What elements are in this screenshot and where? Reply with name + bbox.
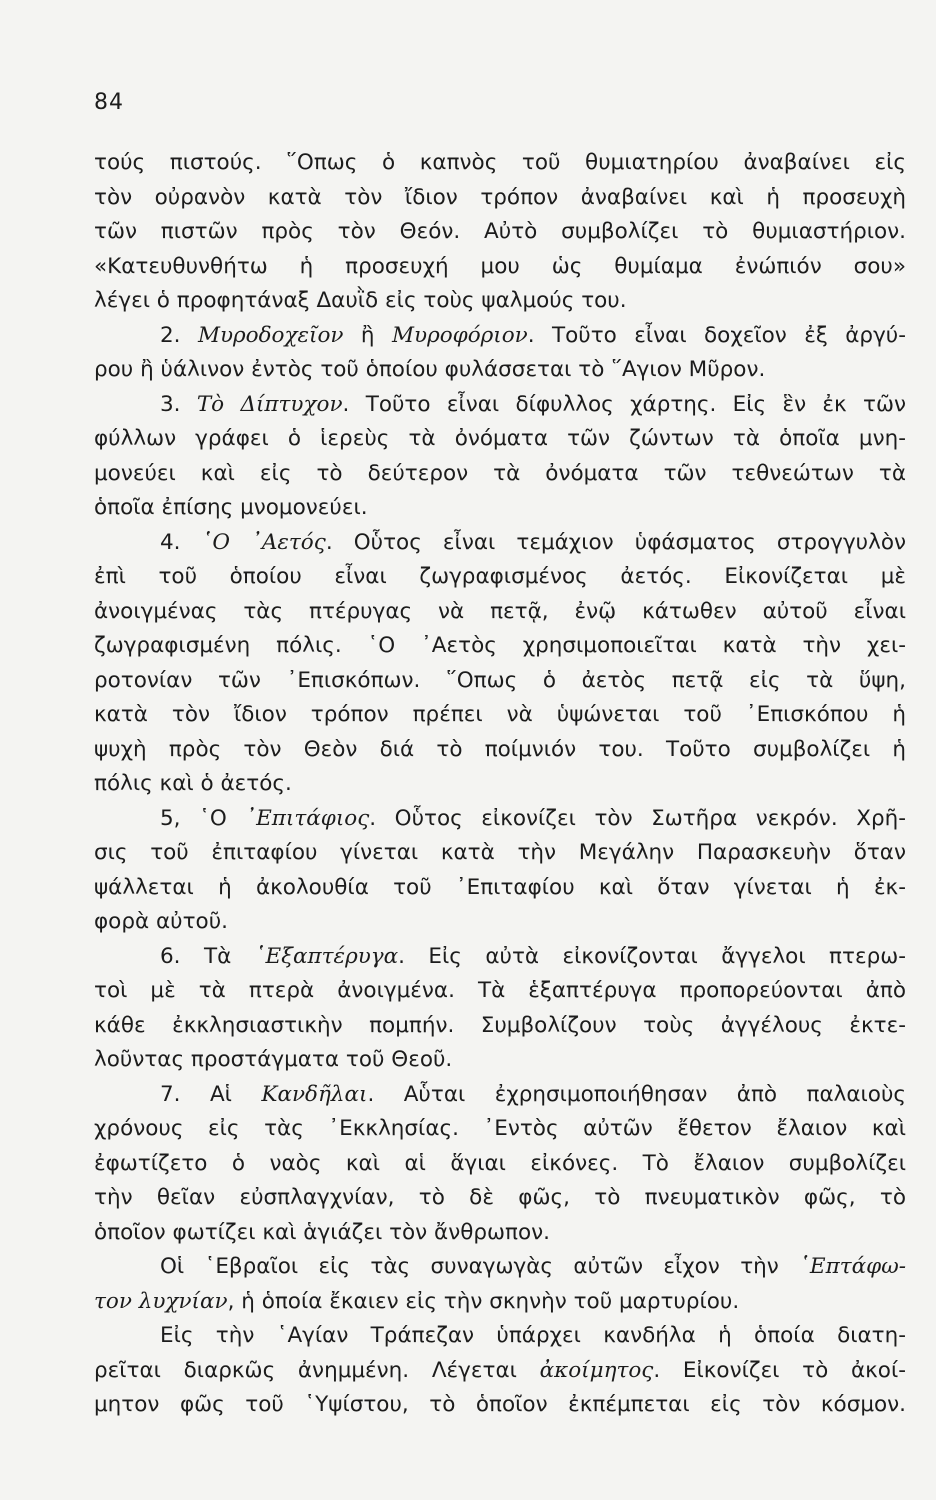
text-segment: . Εἰς αὐτὰ εἰκονίζονται ἄγγελοι πτερω-	[398, 943, 906, 969]
text-line	[94, 1078, 906, 1113]
text-segment: λέγει ὁ προφητάναξ Δαυῒδ εἰς τοὺς ψαλμούς του.	[94, 288, 627, 313]
text-segment: ὁποῖον φωτίζει καὶ ἁγιάζει τὸν ἄνθρωπον.	[94, 1219, 550, 1245]
text-segment: ὁποῖα ἐπίσης μνομονεύει.	[94, 495, 368, 520]
text-segment: φύλλων γράφει ὁ ἱερεὺς τὰ ὀνόματα τῶν ζώντων τὰ ὁποῖα μνη-	[94, 426, 906, 451]
text-segment: τοὶ μὲ τὰ πτερὰ ἀνοιγμένα. Τὰ ἑξαπτέρυγα προπορεύονται ἀπὸ	[94, 978, 906, 1003]
text-line	[94, 767, 906, 802]
italic-term: ᾿Επιτάφιος	[245, 805, 370, 831]
text-segment: 6. Τὰ	[160, 943, 255, 969]
text-line	[94, 1388, 906, 1423]
text-segment: . Τοῦτο εἶναι δοχεῖον ἐξ ἀργύ-	[527, 322, 906, 348]
italic-term: ῾Ο ᾿Αετός	[201, 529, 326, 555]
text-segment: . Αὗται ἐχρησιμοποιήθησαν ἀπὸ παλαιοὺς	[367, 1081, 906, 1107]
text-segment: μονεύει καὶ εἰς τὸ δεύτερον τὰ ὀνόματα τῶν τεθνεώτων τὰ	[94, 460, 906, 486]
text-line	[94, 1216, 906, 1251]
text-segment: 7. Αἱ	[160, 1081, 262, 1107]
text-line	[94, 698, 906, 733]
italic-term: τον λυχνίαν	[94, 1288, 228, 1314]
page-number: 84	[94, 90, 124, 115]
italic-term: Μυροφόριον	[391, 322, 528, 348]
text-line	[94, 1285, 906, 1320]
text-line	[94, 1112, 906, 1147]
text-segment: φορὰ αὐτοῦ.	[94, 909, 228, 934]
text-segment: κάθε ἐκκλησιαστικὴν πομπήν. Συμβολίζουν τοὺς ἀγγέλους ἐκτε-	[94, 1012, 906, 1038]
text-segment: τῶν πιστῶν πρὸς τὸν Θεόν. Αὐτὸ συμβολίζει τὸ θυμιαστήριον.	[94, 219, 906, 244]
text-line	[94, 319, 906, 354]
text-segment: χρόνους εἰς τὰς ᾿Εκκλησίας. ᾿Εντὸς αὐτῶν ἔθετον ἔλαιον καὶ	[94, 1116, 906, 1141]
italic-term: ῾Επτάφω-	[799, 1254, 906, 1279]
text-line	[94, 1043, 906, 1078]
text-segment: 5, ῾Ο	[160, 805, 246, 831]
text-segment: ἐφωτίζετο ὁ ναὸς καὶ αἱ ἅγιαι εἰκόνες. Τὸ ἔλαιον συμβολίζει	[94, 1150, 906, 1176]
text-segment: 4.	[160, 529, 202, 555]
text-segment: λοῦντας προστάγματα τοῦ Θεοῦ.	[94, 1047, 453, 1072]
text-line	[94, 940, 906, 975]
text-line	[94, 733, 906, 768]
text-segment: τὸν οὐρανὸν κατὰ τὸν ἴδιον τρόπον ἀναβαίνει καὶ ἡ προσευχὴ	[94, 184, 906, 210]
text-line	[94, 836, 906, 871]
text-segment: τούς πιστούς. ῞Οπως ὁ καπνὸς τοῦ θυμιατηρίου ἀναβαίνει εἰς	[94, 150, 906, 175]
text-segment: Οἱ ῾Εβραῖοι εἰς τὰς συναγωγὰς αὐτῶν εἶχον τὴν	[160, 1254, 800, 1279]
text-segment: ἀνοιγμένας τὰς πτέρυγας νὰ πετᾷ, ἐνῷ κάτωθεν αὐτοῦ εἶναι	[94, 598, 906, 624]
text-line	[94, 905, 906, 940]
text-line	[94, 664, 906, 699]
text-line	[94, 1354, 906, 1389]
text-segment: ρεῖται διαρκῶς ἀνημμένη. Λέγεται	[94, 1357, 540, 1383]
text-line	[94, 802, 906, 837]
text-line	[94, 629, 906, 664]
text-line	[94, 491, 906, 526]
text-line	[94, 1250, 906, 1285]
italic-term: Κανδῆλαι	[261, 1081, 368, 1107]
text-segment: 2.	[160, 322, 198, 348]
text-segment: μητον φῶς τοῦ ῾Υψίστου, τὸ ὁποῖον ἐκπέμπεται εἰς τὸν κόσμον.	[94, 1392, 906, 1417]
text-line	[94, 1319, 906, 1354]
text-line	[94, 215, 906, 250]
text-segment: ἐπὶ τοῦ ὁποίου εἶναι ζωγραφισμένος ἀετός. Εἰκονίζεται μὲ	[94, 564, 906, 589]
italic-term: Μυροδοχεῖον	[197, 322, 344, 348]
text-segment: . Εἰκονίζει τὸ ἀκοί-	[653, 1357, 906, 1383]
text-line	[94, 353, 906, 388]
text-line	[94, 871, 906, 906]
italic-term: ῾Εξαπτέρυγα	[254, 943, 399, 969]
text-line	[94, 1181, 906, 1216]
text-segment: ἢ	[343, 322, 392, 348]
text-segment: σις τοῦ ἐπιταφίου γίνεται κατὰ τὴν Μεγάλην Παρασκευὴν ὅταν	[94, 840, 906, 865]
text-segment: , ἡ ὁποία ἔκαιεν εἰς τὴν σκηνὴν τοῦ μαρτυρίου.	[227, 1288, 740, 1314]
text-segment: πόλις καὶ ὁ ἀετός.	[94, 771, 292, 796]
text-segment: ζωγραφισμένη πόλις. ῾Ο ᾿Αετὸς χρησιμοποιεῖται κατὰ τὴν χει-	[94, 633, 906, 658]
text-segment: κατὰ τὸν ἴδιον τρόπον πρέπει νὰ ὑψώνεται τοῦ ᾿Επισκόπου ἡ	[94, 702, 906, 727]
text-line	[94, 560, 906, 595]
text-segment: . Τοῦτο εἶναι δίφυλλος χάρτης. Εἰς ἓν ἐκ τῶν	[342, 391, 906, 417]
text-line	[94, 974, 906, 1009]
text-line	[94, 146, 906, 181]
body-text	[94, 146, 906, 1423]
text-line	[94, 526, 906, 561]
text-segment: ρου ἢ ὑάλινον ἐντὸς τοῦ ὁποίου φυλάσσεται τὸ ῞Αγιον Μῦρον.	[94, 357, 766, 382]
text-segment: . Οὗτος εἰκονίζει τὸν Σωτῆρα νεκρόν. Χρῆ-	[369, 805, 906, 831]
text-line	[94, 1147, 906, 1182]
text-line	[94, 457, 906, 492]
text-line	[94, 1009, 906, 1044]
text-segment: «Κατευθυνθήτω ἡ προσευχή μου ὡς θυμίαμα ἐνώπιόν σου»	[94, 253, 906, 279]
italic-term: Τὸ Δίπτυχον	[196, 391, 343, 417]
text-segment: ροτονίαν τῶν ᾿Επισκόπων. ῞Οπως ὁ ἀετὸς πετᾷ εἰς τὰ ὕψη,	[94, 667, 906, 693]
text-line	[94, 422, 906, 457]
text-segment: ψυχὴ πρὸς τὸν Θεὸν διά τὸ ποίμνιόν του. Τοῦτο συμβολίζει ἡ	[94, 736, 906, 762]
text-segment: Εἰς τὴν ῾Αγίαν Τράπεζαν ὑπάρχει κανδήλα ἡ ὁποία διατη-	[160, 1323, 906, 1348]
text-line	[94, 595, 906, 630]
text-line	[94, 284, 906, 319]
text-line	[94, 181, 906, 216]
italic-term: ἀκοίμητος	[539, 1357, 654, 1383]
text-segment: τὴν θεῖαν εὐσπλαγχνίαν, τὸ δὲ φῶς, τὸ πνευματικὸν φῶς, τὸ	[94, 1185, 906, 1210]
text-line	[94, 388, 906, 423]
text-line	[94, 250, 906, 285]
text-segment: 3.	[160, 391, 197, 417]
text-segment: ψάλλεται ἡ ἀκολουθία τοῦ ᾿Επιταφίου καὶ ὅταν γίνεται ἡ ἐκ-	[94, 874, 906, 900]
text-segment: . Οὗτος εἶναι τεμάχιον ὑφάσματος στρογγυλὸν	[325, 529, 907, 555]
